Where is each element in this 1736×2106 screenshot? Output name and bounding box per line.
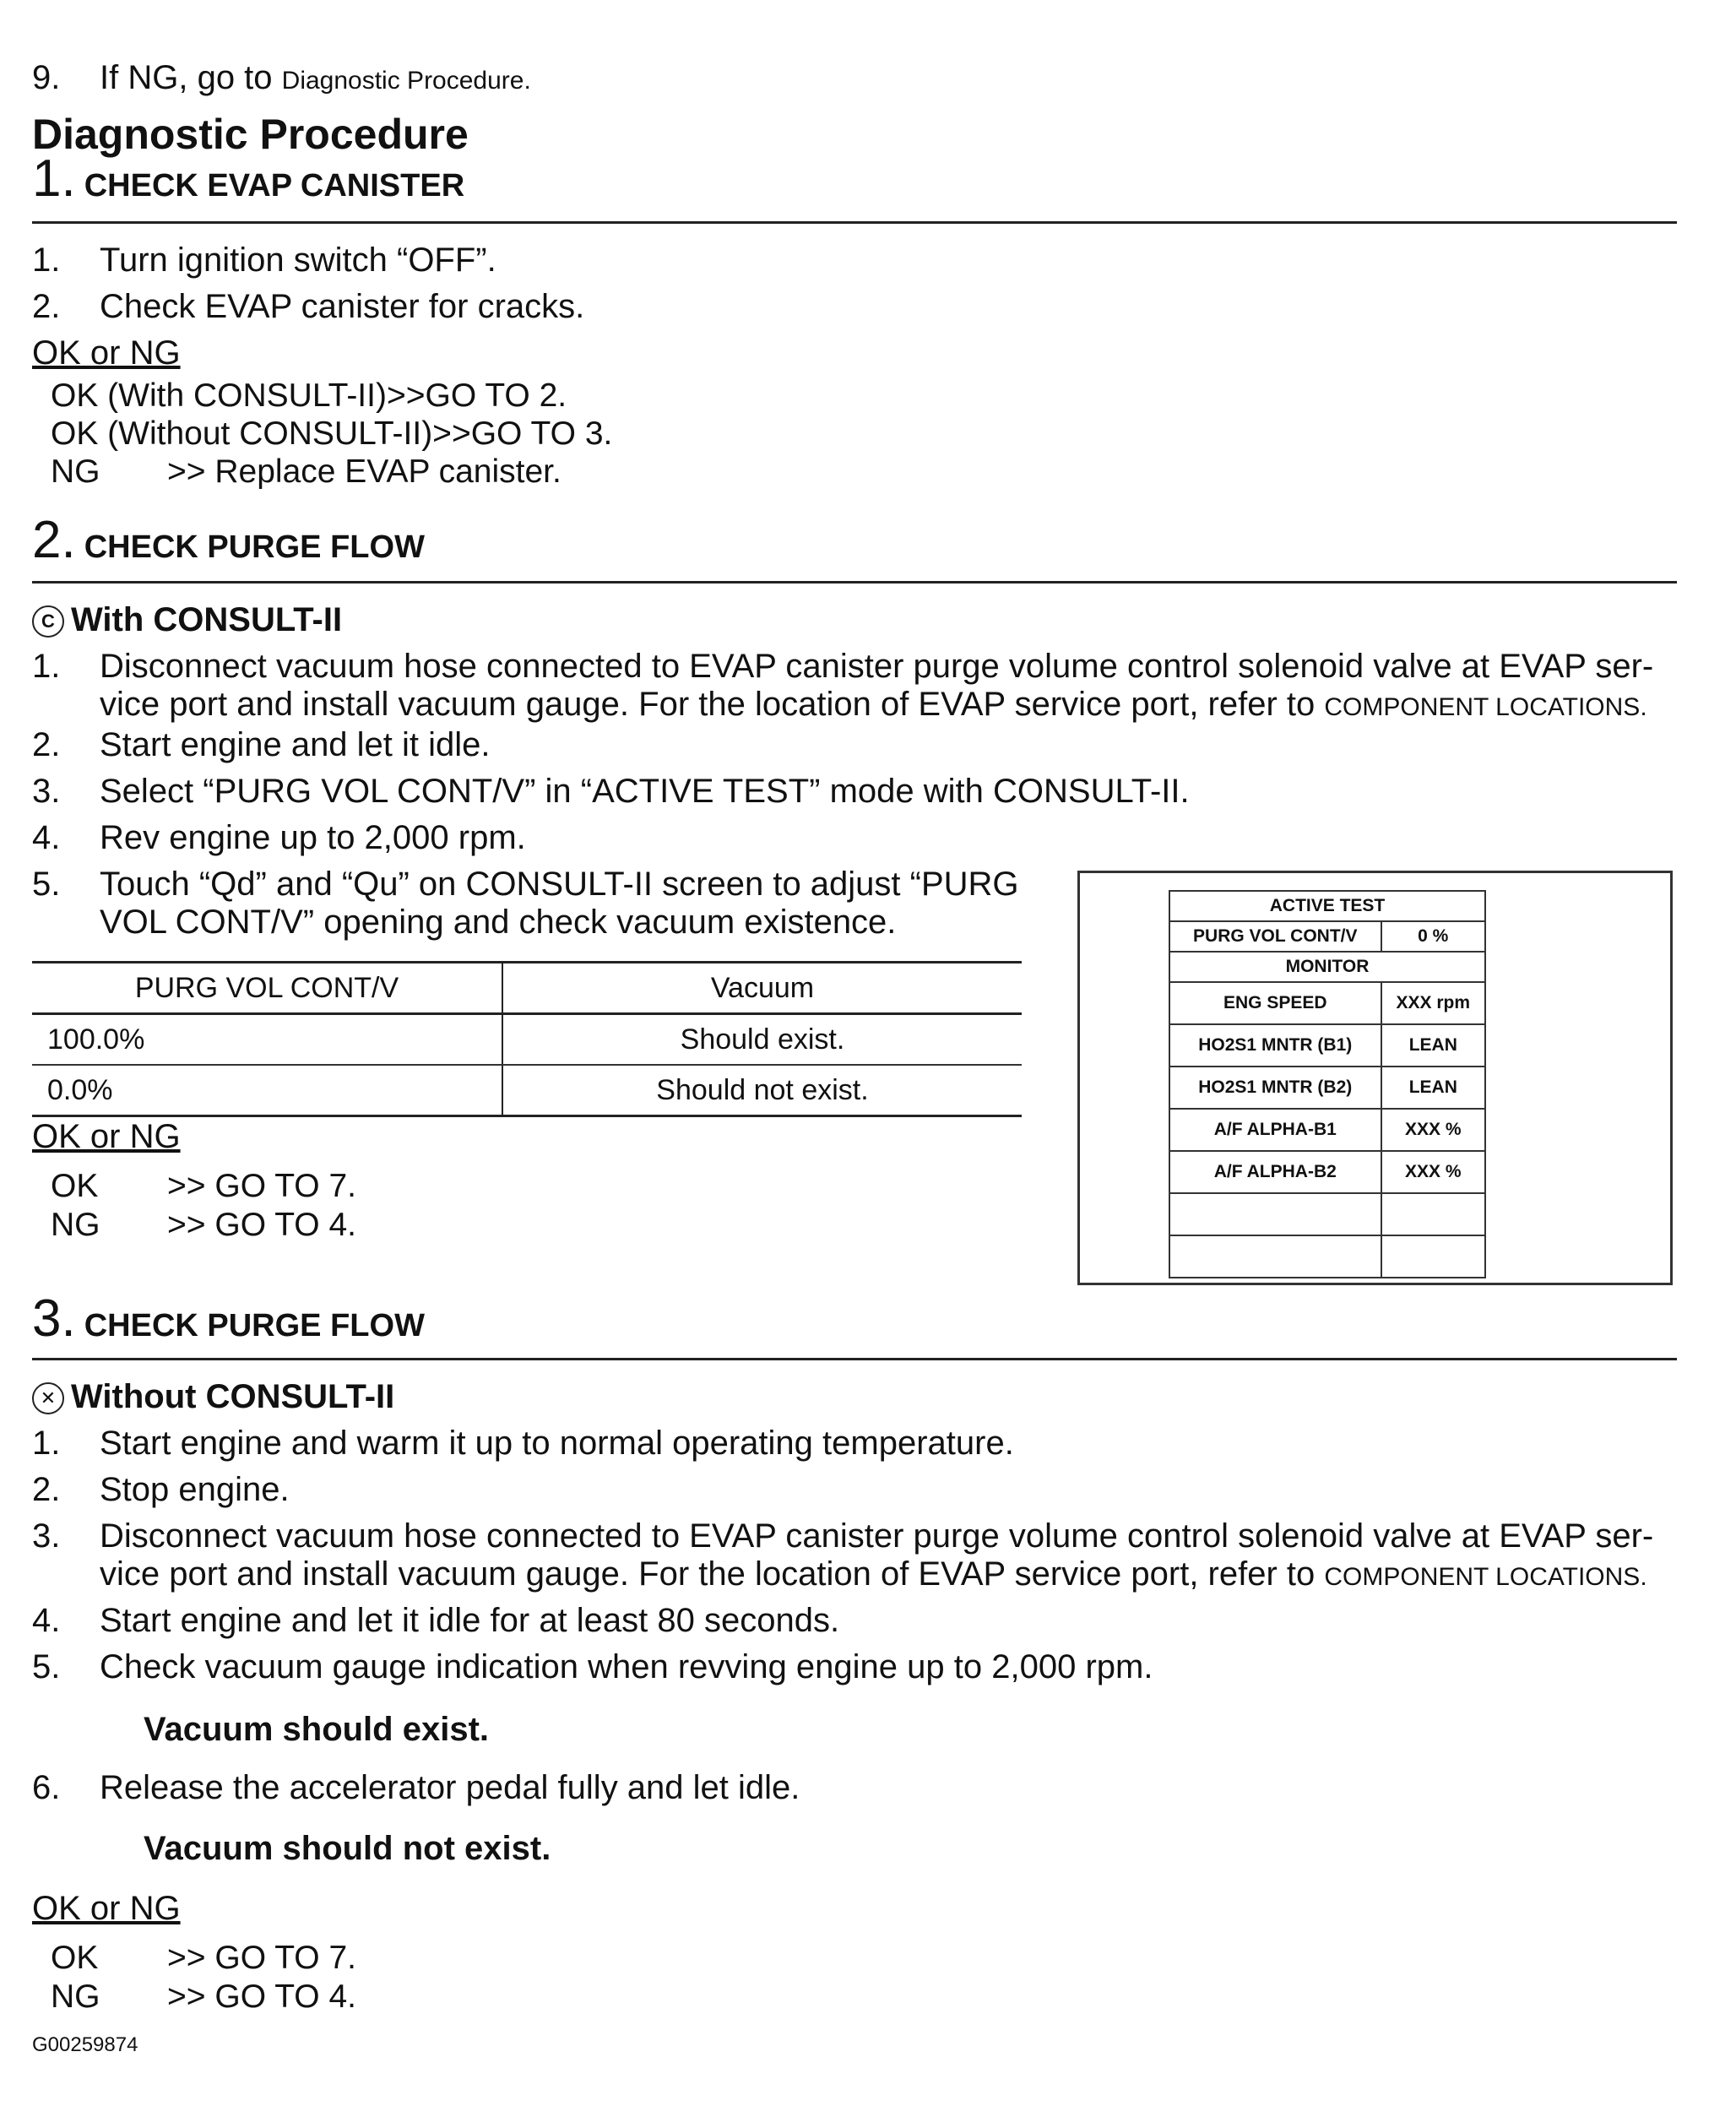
list-item: 1. Disconnect vacuum hose connected to EVAP canister purge volume control solenoid valve at EVAP ser- (32, 648, 1654, 685)
diagnostic-procedure-link[interactable]: Diagnostic Procedure (281, 67, 524, 95)
ok-or-ng-label: OK or NG (32, 1118, 181, 1155)
divider (32, 221, 1677, 224)
mode-label: C With CONSULT-II (32, 600, 342, 640)
purg-vol-value: 0 % (1381, 921, 1485, 952)
component-locations-link[interactable]: COMPONENT LOCATIONS (1324, 693, 1641, 721)
list-item: 1. Turn ignition switch “OFF”. (32, 242, 496, 279)
page-title: Diagnostic Procedure (32, 111, 469, 158)
result-row: NG >> Replace EVAP canister. (51, 453, 561, 490)
result-row: OK (Without CONSULT-II)>>GO TO 3. (51, 415, 613, 452)
intro-line: 9. If NG, go to Diagnostic Procedure. (32, 59, 531, 96)
document-id: G00259874 (32, 2033, 138, 2056)
divider (32, 1358, 1677, 1360)
active-test-table (1169, 890, 1486, 1278)
list-item: 2. Start engine and let it idle. (32, 726, 491, 763)
step-2-heading: 2. CHECK PURGE FLOW (32, 511, 425, 569)
list-item: 1. Start engine and warm it up to normal operating temperature. (32, 1425, 1014, 1462)
list-item-continuation: vice port and install vacuum gauge. For the location of EVAP service port, refer to COMPONENT LOCATIONS. (100, 1555, 1647, 1593)
list-item: 6. Release the accelerator pedal fully and let idle. (32, 1769, 800, 1806)
result-row: NG >> GO TO 4. (51, 1978, 357, 2015)
monitor-row (1169, 1193, 1485, 1235)
monitor-row (1169, 1235, 1485, 1278)
list-item-continuation: vice port and install vacuum gauge. For the location of EVAP service port, refer to COMPONENT LOCATIONS. (100, 686, 1647, 723)
divider (32, 581, 1677, 583)
ok-or-ng-label: OK or NG (32, 1890, 181, 1927)
table-header: PURG VOL CONT/V Vacuum (32, 963, 1022, 1014)
result-row: OK (With CONSULT-II)>>GO TO 2. (51, 377, 567, 414)
active-test-header: ACTIVE TEST (1169, 891, 1485, 921)
table-row: 100.0% Should exist. (32, 1014, 1022, 1066)
monitor-row: ENG SPEED XXX rpm (1169, 982, 1485, 1024)
monitor-row: A/F ALPHA-B1 XXX % (1169, 1109, 1485, 1151)
list-item: 5. Check vacuum gauge indication when revving engine up to 2,000 rpm. (32, 1648, 1153, 1685)
list-item: 2. Check EVAP canister for cracks. (32, 288, 585, 325)
list-item: 4. Rev engine up to 2,000 rpm. (32, 819, 526, 856)
spec-text: Vacuum should not exist. (144, 1830, 551, 1867)
result-row: NG >> GO TO 4. (51, 1207, 357, 1243)
consult-icon: C (32, 605, 64, 638)
list-item: 4. Start engine and let it idle for at least 80 seconds. (32, 1602, 840, 1639)
list-item: 5. Touch “Qd” and “Qu” on CONSULT-II screen to adjust “PURG (32, 866, 1019, 903)
monitor-row: HO2S1 MNTR (B2) LEAN (1169, 1067, 1485, 1109)
monitor-row: A/F ALPHA-B2 XXX % (1169, 1151, 1485, 1193)
list-item: 3. Select “PURG VOL CONT/V” in “ACTIVE TEST” mode with CONSULT-II. (32, 773, 1190, 810)
purg-vol-label: PURG VOL CONT/V (1169, 921, 1381, 952)
spec-text: Vacuum should exist. (144, 1711, 490, 1748)
list-item: 3. Disconnect vacuum hose connected to EVAP canister purge volume control solenoid valve at EVAP ser- (32, 1517, 1654, 1555)
component-locations-link[interactable]: COMPONENT LOCATIONS (1324, 1563, 1641, 1591)
monitor-row: HO2S1 MNTR (B1) LEAN (1169, 1024, 1485, 1067)
result-row: OK >> GO TO 7. (51, 1168, 357, 1204)
mode-label: ✕ Without CONSULT-II (32, 1376, 394, 1417)
consult-screen (1077, 871, 1673, 1285)
no-consult-icon: ✕ (32, 1382, 64, 1414)
ok-or-ng-label: OK or NG (32, 334, 181, 372)
step-3-heading: 3. CHECK PURGE FLOW (32, 1289, 425, 1348)
vacuum-table (32, 961, 1022, 1117)
list-item-continuation: VOL CONT/V” opening and check vacuum existence. (100, 904, 897, 941)
step-1-heading: 1. CHECK EVAP CANISTER (32, 149, 465, 208)
result-row: OK >> GO TO 7. (51, 1940, 357, 1976)
item-number: 9. (32, 59, 61, 96)
table-row: 0.0% Should not exist. (32, 1065, 1022, 1116)
monitor-header: MONITOR (1169, 952, 1485, 982)
list-item: 2. Stop engine. (32, 1471, 290, 1508)
